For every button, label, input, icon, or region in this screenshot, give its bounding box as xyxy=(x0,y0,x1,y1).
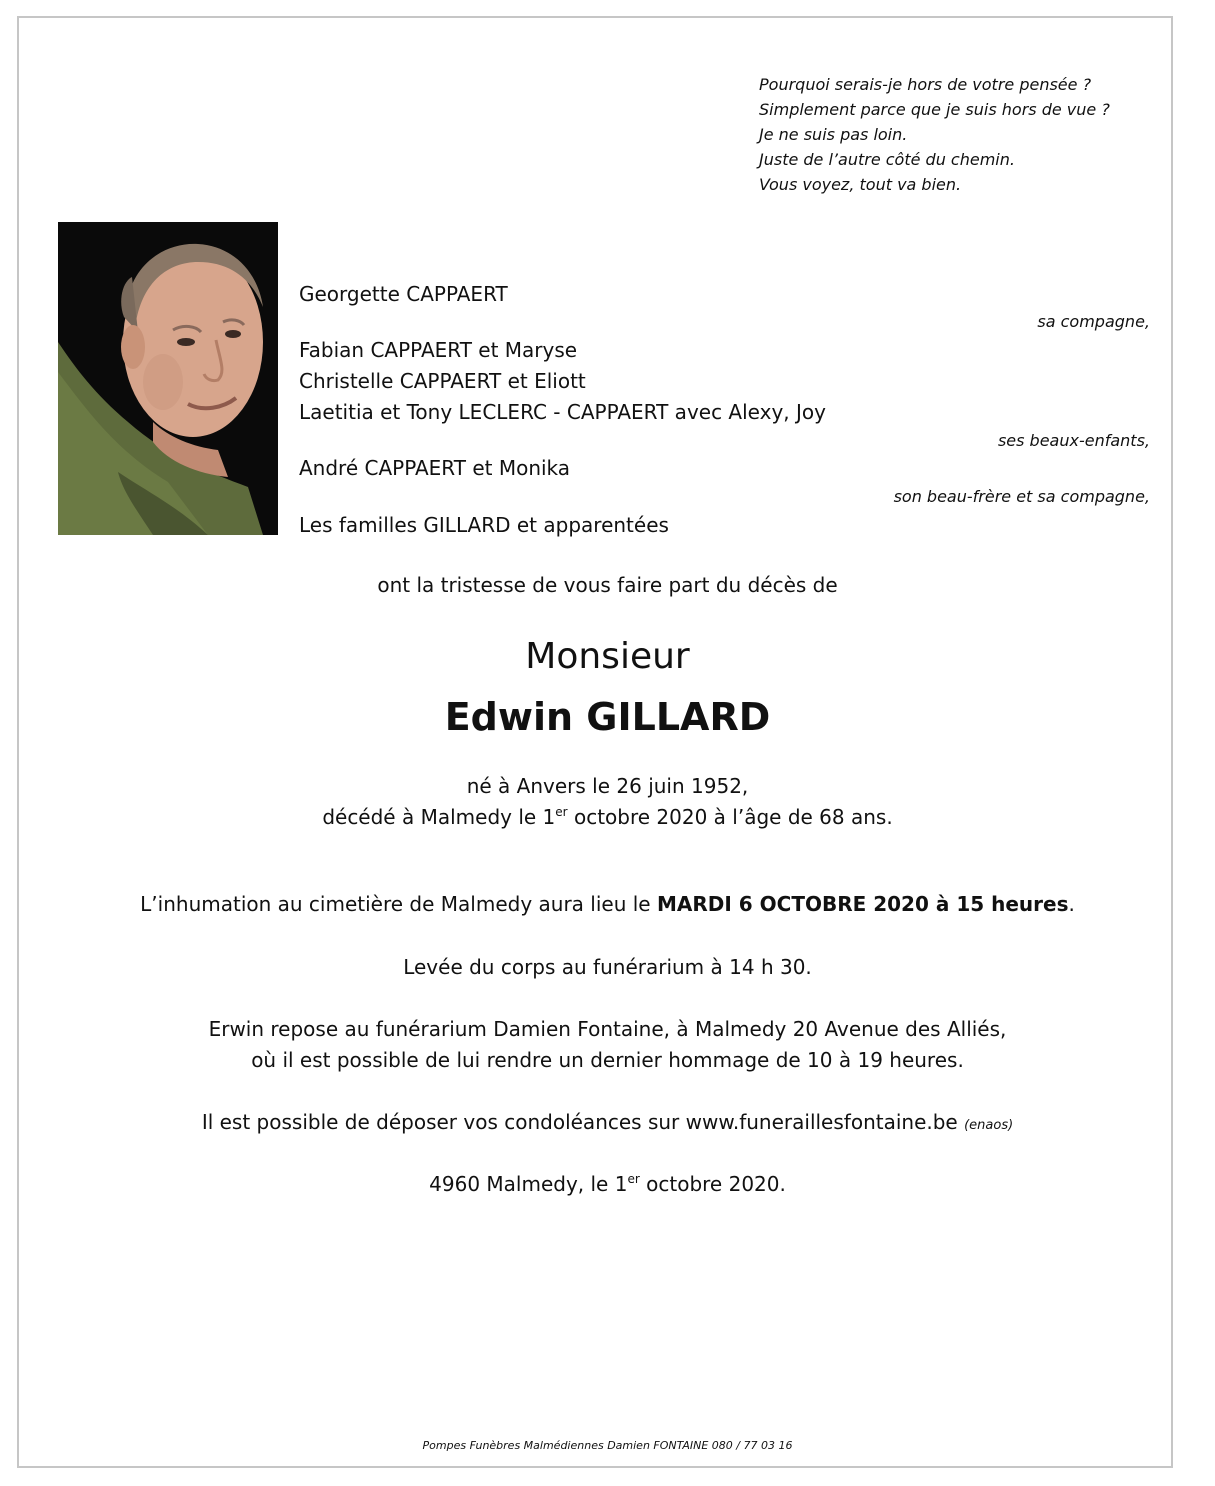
death-ordinal: er xyxy=(555,805,568,819)
place-date-prefix: 4960 Malmedy, le 1 xyxy=(429,1172,628,1196)
condolences-line xyxy=(0,1110,1215,1134)
deceased-title: Monsieur xyxy=(525,636,690,677)
condolences-note: (enaos) xyxy=(964,1118,1014,1133)
place-date-line xyxy=(0,1172,1215,1196)
condolences-text: Il est possible de déposer vos condoléances sur www.funeraillesfontaine.be xyxy=(201,1110,965,1134)
poem-line: Pourquoi serais-je hors de votre pensée ? xyxy=(759,75,1092,94)
portrait-illustration xyxy=(58,222,278,535)
family-brother-in-law: André CAPPAERT et Monika xyxy=(299,456,571,480)
poem-line: Juste de l’autre côté du chemin. xyxy=(759,150,1015,169)
relation-stepchildren: ses beaux-enfants, xyxy=(997,431,1150,450)
repose-line: où il est possible de lui rendre un dernier hommage de 10 à 19 heures. xyxy=(251,1048,964,1072)
levee-line: Levée du corps au funérarium à 14 h 30. xyxy=(403,955,812,979)
family-stepchild: Laetitia et Tony LECLERC - CAPPAERT avec Alexy, Joy xyxy=(299,400,826,424)
announcement: ont la tristesse de vous faire part du décès de xyxy=(377,573,838,597)
poem-line: Simplement parce que je suis hors de vue ? xyxy=(759,100,1110,119)
poem-line: Vous voyez, tout va bien. xyxy=(759,175,962,194)
death-line xyxy=(0,805,1215,829)
poem xyxy=(759,72,1110,197)
family-stepchild: Fabian CAPPAERT et Maryse xyxy=(299,338,578,362)
relation-brother-in-law: son beau-frère et sa compagne, xyxy=(893,487,1150,506)
birth-line: né à Anvers le 26 juin 1952, xyxy=(466,774,749,798)
relation-partner: sa compagne, xyxy=(1037,312,1150,331)
poem-line: Je ne suis pas loin. xyxy=(759,125,908,144)
place-date-ordinal: er xyxy=(627,1172,640,1186)
death-text-suffix: octobre 2020 à l’âge de 68 ans. xyxy=(567,805,893,829)
death-text-prefix: décédé à Malmedy le 1 xyxy=(322,805,556,829)
deceased-name: Edwin GILLARD xyxy=(444,695,771,739)
footer-funeral-home: Pompes Funèbres Malmédiennes Damien FONTAINE 080 / 77 03 16 xyxy=(422,1439,793,1452)
burial-text-prefix: L’inhumation au cimetière de Malmedy aura lieu le xyxy=(140,892,657,916)
family-partner: Georgette CAPPAERT xyxy=(299,282,508,306)
burial-line xyxy=(0,892,1215,916)
family-families: Les familles GILLARD et apparentées xyxy=(299,513,669,537)
place-date-suffix: octobre 2020. xyxy=(639,1172,786,1196)
burial-text-suffix: . xyxy=(1068,892,1075,916)
burial-date: MARDI 6 OCTOBRE 2020 à 15 heures xyxy=(656,892,1069,916)
family-stepchild: Christelle CAPPAERT et Eliott xyxy=(299,369,586,393)
deceased-portrait xyxy=(58,222,278,535)
repose-line: Erwin repose au funérarium Damien Fontaine, à Malmedy 20 Avenue des Alliés, xyxy=(208,1017,1007,1041)
